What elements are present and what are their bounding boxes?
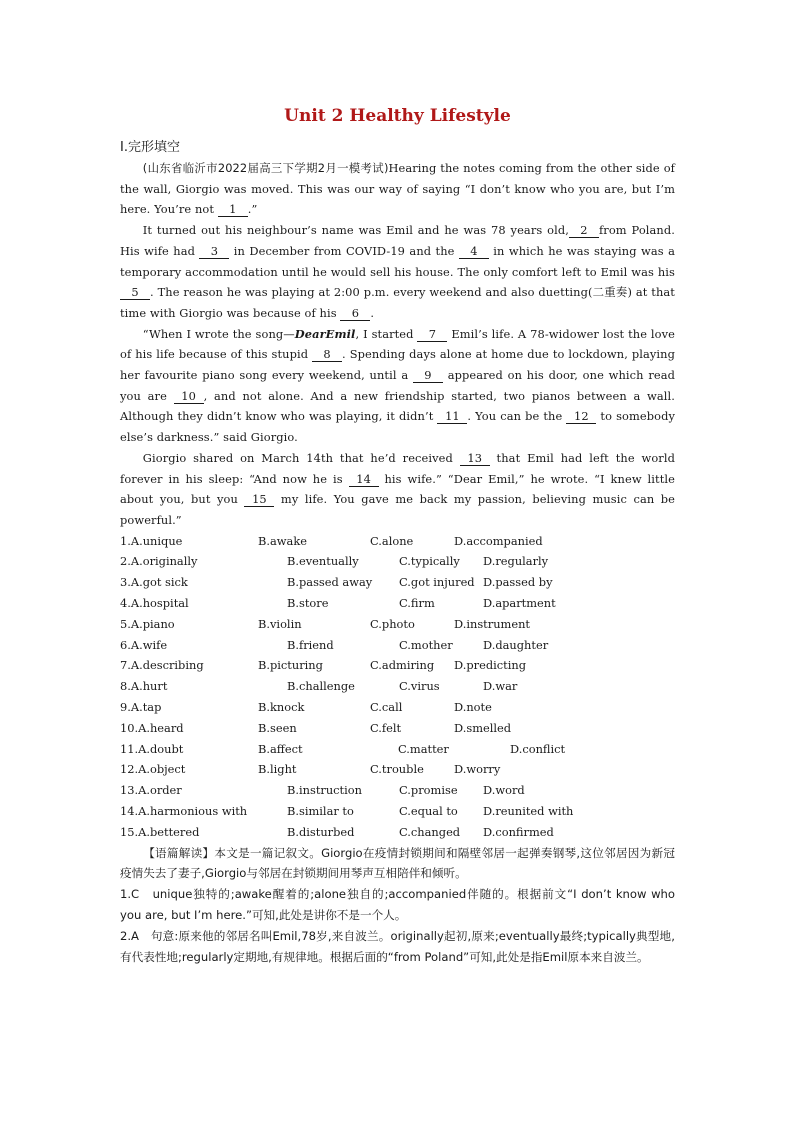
option-row (120, 739, 675, 760)
text: Emil’s life. A 78-widower lost the love of his life because of this stupid (120, 326, 675, 362)
text: in December from COVID-19 and the (229, 243, 459, 258)
option-choice[interactable]: D.word (483, 783, 525, 798)
option-choice[interactable]: D.conflict (510, 741, 566, 756)
document-page (120, 104, 675, 967)
option-choice[interactable]: 14.A.harmonious with (120, 804, 248, 819)
source-note: (山东省临沂市2022届高三下学期2月一模考试) (142, 161, 389, 175)
options-list (120, 531, 675, 843)
blank-12[interactable]: 12 (566, 409, 596, 424)
option-row (120, 718, 675, 739)
option-choice[interactable]: D.worry (454, 762, 501, 777)
option-choice[interactable]: B.similar to (287, 804, 354, 819)
option-choice[interactable]: 5.A.piano (120, 616, 175, 631)
blank-2[interactable]: 2 (569, 223, 599, 238)
text: my life. You gave me back my passion, believing music can be powerful.” (120, 492, 676, 527)
option-choice[interactable]: D.smelled (454, 720, 512, 735)
passage-paragraph-4 (120, 448, 675, 531)
text: appeared on his door, one which read you are (120, 368, 676, 403)
option-choice[interactable]: B.passed away (287, 575, 373, 590)
text: that Emil had left the world forever in his sleep: “And now he is (120, 450, 675, 486)
option-choice[interactable]: C.photo (370, 616, 415, 631)
option-choice[interactable]: D.predicting (454, 658, 526, 673)
option-row (120, 531, 675, 552)
option-choice[interactable]: 3.A.got sick (120, 575, 188, 590)
option-row (120, 697, 675, 718)
option-choice[interactable]: C.typically (399, 554, 460, 569)
blank-8[interactable]: 8 (312, 347, 342, 362)
option-choice[interactable]: B.eventually (287, 554, 359, 569)
blank-3[interactable]: 3 (199, 244, 229, 259)
option-choice[interactable]: D.reunited with (483, 804, 574, 819)
option-choice[interactable]: C.equal to (399, 804, 458, 819)
option-choice[interactable]: D.note (454, 700, 492, 715)
text: “When I wrote the song— (142, 326, 295, 341)
text: , I started (355, 326, 418, 341)
text: It turned out his neighbour’s name was Emil and he was 78 years old, (142, 223, 569, 238)
option-row (120, 614, 675, 635)
option-choice[interactable]: B.disturbed (287, 824, 355, 839)
option-choice[interactable]: B.affect (258, 741, 303, 756)
option-choice[interactable]: B.violin (258, 616, 302, 631)
song-title: DearEmil (294, 326, 356, 341)
option-choice[interactable]: B.friend (287, 637, 334, 652)
option-choice[interactable]: 9.A.tap (120, 700, 162, 715)
option-row (120, 635, 675, 656)
text: . You can be the (467, 409, 567, 424)
option-choice[interactable]: B.instruction (287, 783, 362, 798)
option-choice[interactable]: C.firm (399, 596, 435, 611)
option-choice[interactable]: 15.A.bettered (120, 824, 200, 839)
option-choice[interactable]: D.accompanied (454, 533, 543, 548)
option-choice[interactable]: D.instrument (454, 616, 530, 631)
option-row (120, 801, 675, 822)
blank-7[interactable]: 7 (417, 327, 447, 342)
page-title: Unit 2 Healthy Lifestyle (284, 106, 511, 126)
option-choice[interactable]: 1.A.unique (120, 533, 183, 548)
option-choice[interactable]: C.trouble (370, 762, 424, 777)
analysis-answer-1: 1.C unique独特的;awake醒着的;alone独自的;accompanied伴随的。根据前文“I don’t know who you are, but I’m here.”可知,此处是讲你不是一个人。 (120, 887, 675, 922)
option-choice[interactable]: C.mother (399, 637, 453, 652)
option-choice[interactable]: 6.A.wife (120, 637, 168, 652)
option-row (120, 780, 675, 801)
blank-4[interactable]: 4 (459, 244, 489, 259)
analysis-answer-2: 2.A 句意:原来他的邻居名叫Emil,78岁,来自波兰。originally起初,原来;eventually最终;typically典型地,有代表性地;regularly定期地,有规律地。根据后面的“from Poland”可知,此处是指Emil原本来自波兰。 (120, 928, 675, 964)
option-choice[interactable]: B.light (258, 762, 297, 777)
option-choice[interactable]: B.store (287, 596, 329, 611)
option-row (120, 822, 675, 843)
option-choice[interactable]: 7.A.describing (120, 658, 204, 673)
option-choice[interactable]: D.passed by (483, 575, 553, 590)
text: from Poland. His wife had (120, 223, 675, 258)
option-choice[interactable]: C.matter (398, 741, 449, 756)
blank-15[interactable]: 15 (244, 492, 274, 507)
blank-11[interactable]: 11 (437, 409, 467, 424)
option-choice[interactable]: C.felt (370, 720, 402, 735)
option-choice[interactable]: D.daughter (483, 637, 549, 652)
option-choice[interactable]: 10.A.heard (120, 720, 184, 735)
option-choice[interactable]: B.picturing (258, 658, 323, 673)
passage-paragraph-1 (120, 158, 675, 220)
analysis-intro: 【语篇解读】本文是一篇记叙文。Giorgio在疫情封锁期间和隔壁邻居一起弹奏钢琴,这位邻居因为新冠疫情失去了妻子,Giorgio与邻居在封锁期间用琴声互相陪伴和倾听。 (120, 845, 675, 881)
option-row (120, 759, 675, 780)
option-choice[interactable]: 11.A.doubt (120, 741, 184, 756)
option-choice[interactable]: D.war (483, 679, 518, 694)
option-choice[interactable]: B.challenge (287, 679, 355, 694)
option-choice[interactable]: D.apartment (483, 596, 556, 611)
option-choice[interactable]: C.virus (399, 679, 440, 694)
option-choice[interactable]: B.seen (258, 720, 297, 735)
option-choice[interactable]: B.knock (258, 700, 305, 715)
option-choice[interactable]: 12.A.object (120, 762, 186, 777)
option-choice[interactable]: C.promise (399, 783, 458, 798)
option-choice[interactable]: C.alone (370, 533, 414, 548)
text: Giorgio shared on March 14th that he’d received (142, 450, 460, 465)
blank-13[interactable]: 13 (460, 451, 490, 466)
option-choice[interactable]: C.changed (399, 824, 461, 839)
passage-paragraph-3 (120, 324, 675, 448)
blank-6[interactable]: 6 (340, 306, 370, 321)
text: . Spending days alone at home due to lockdown, playing her favourite piano song every weekend, until a (120, 347, 675, 383)
blank-5[interactable]: 5 (120, 285, 150, 300)
section-label: Ⅰ.完形填空 (120, 140, 180, 155)
text: in which he was staying was a temporary accommodation until he would sell his house. The only comfort left to Emil was his (120, 243, 675, 279)
option-choice[interactable]: B.awake (258, 533, 307, 548)
blank-14[interactable]: 14 (349, 472, 379, 487)
option-choice[interactable]: 8.A.hurt (120, 679, 168, 694)
text: , and not alone. And a new friendship started, two pianos between a wall. Although they didn’t know who was playing, it didn’t (120, 388, 675, 424)
option-choice[interactable]: D.confirmed (483, 824, 554, 839)
passage-paragraph-2 (120, 220, 675, 324)
blank-10[interactable]: 10 (174, 389, 204, 404)
text: his wife.” “Dear Emil,” he wrote. “I knew little about you, but you (120, 471, 675, 507)
option-choice[interactable]: 2.A.originally (120, 554, 198, 569)
blank-9[interactable]: 9 (413, 368, 443, 383)
option-choice[interactable]: 13.A.order (120, 783, 182, 798)
option-row (120, 655, 675, 676)
option-choice[interactable]: D.regularly (483, 554, 549, 569)
option-choice[interactable]: C.admiring (370, 658, 435, 673)
option-row (120, 551, 675, 572)
option-row (120, 676, 675, 697)
option-choice[interactable]: C.call (370, 700, 403, 715)
text: . (370, 305, 375, 320)
option-row (120, 593, 675, 614)
option-choice[interactable]: 4.A.hospital (120, 596, 189, 611)
blank-1[interactable]: 1 (218, 202, 248, 217)
text: to somebody else’s darkness.” said Giorgio. (120, 409, 675, 445)
text: . The reason he was playing at 2:00 p.m. every weekend and also duetting(二重奏) at that time with Giorgio was because of his (120, 285, 675, 320)
text: Hearing the notes coming from the other side of the wall, Giorgio was moved. This was our way of saying “I don’t know who you are, but I’m here. You’re not (120, 161, 675, 217)
option-choice[interactable]: C.got injured (399, 575, 475, 590)
option-row (120, 572, 675, 593)
text: .” (247, 202, 258, 217)
